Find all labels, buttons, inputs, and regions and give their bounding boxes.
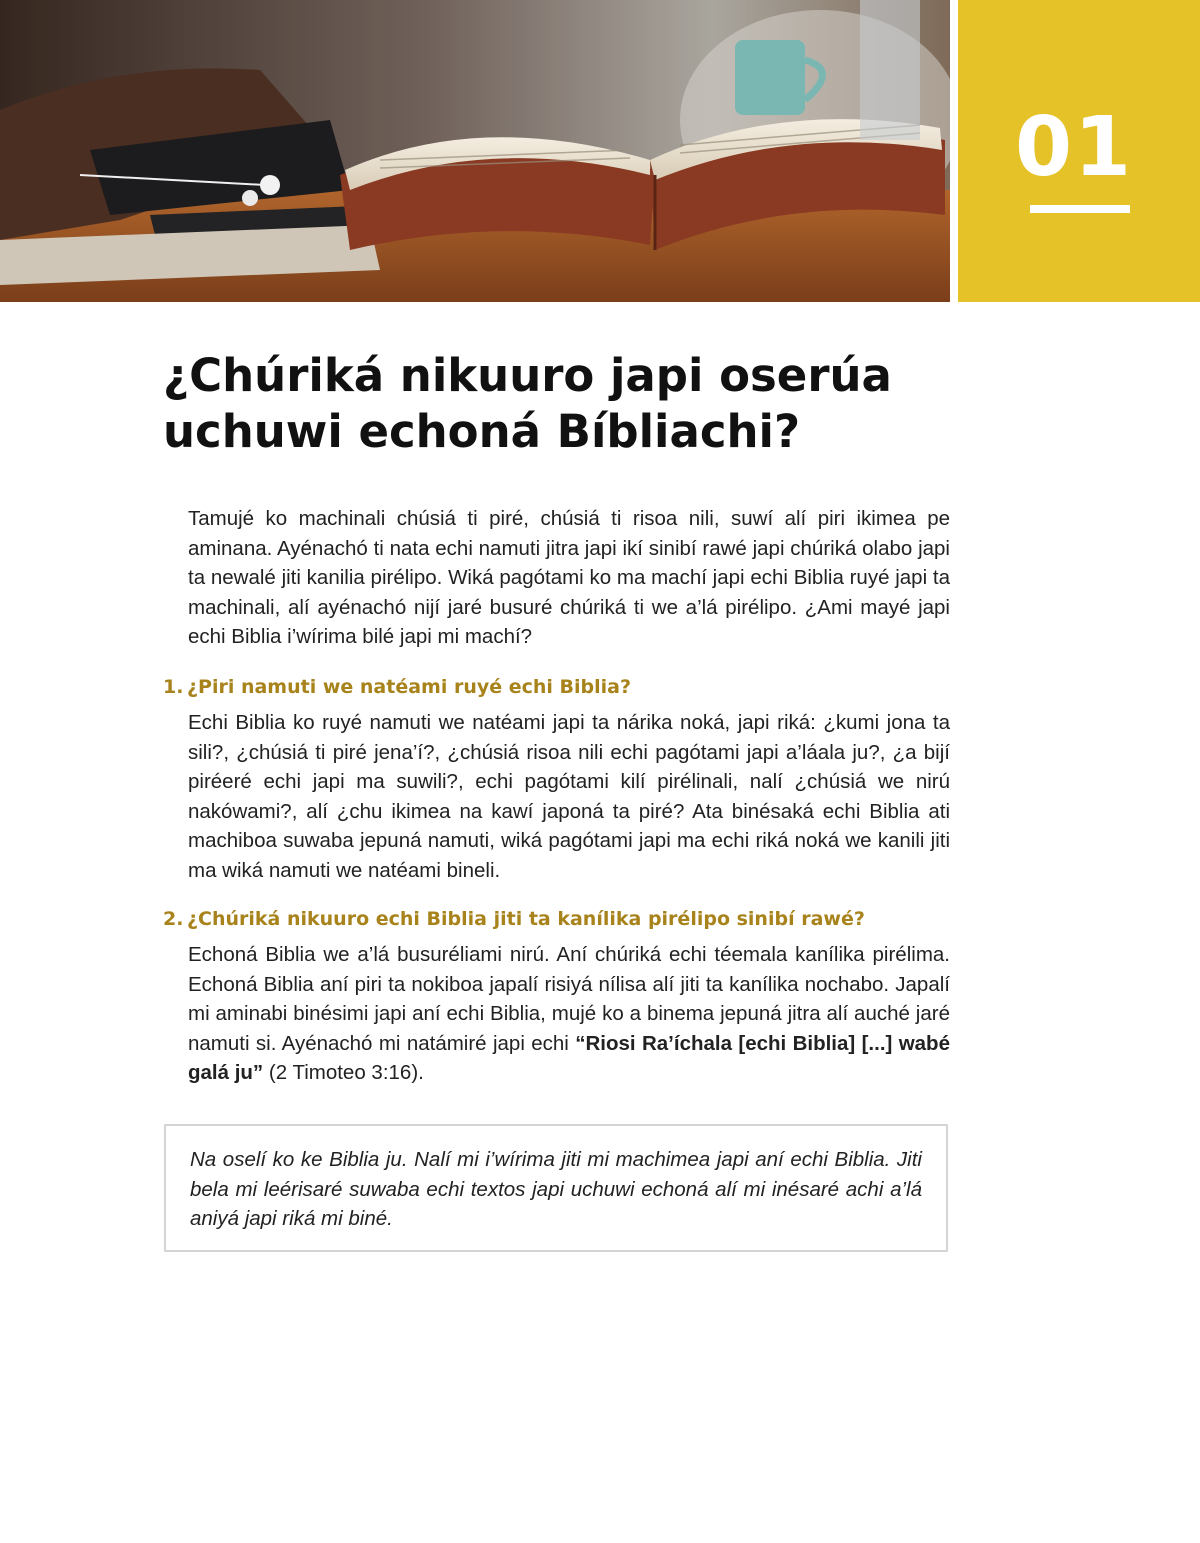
note-box [164, 1124, 948, 1252]
question-2-heading [163, 906, 953, 932]
intro-paragraph: Tamujé ko machinali chúsiá ti piré, chúsiá ti risoa nili, suwí alí piri ikimea pe aminana. Ayénachó ti nata echi namuti jitra japi ikí sinibí rawé japi chúriká olabo japi ta newalé jiti kanilia pirélipo. Wiká pagótami ko ma machí japi echi Biblia ruyé japi ta machinali, alí ayénachó nijí jaré busuré chúriká ti we a’lá pirélipo. ¿Ami mayé japi echi Biblia i’wírima bilé japi mi machí? [188, 507, 950, 649]
question-1-answer: Echi Biblia ko ruyé namuti we natéami japi ta nárika noká, japi riká: ¿kumi jona ta sili?, ¿chúsiá ti piré jena’í?, ¿chúsiá risoa nili echi pagótami japi a’láala ju?, ¿a bijí piréeré echi japi ma suwili?, echi pagótami kilí pirélinali, nalí ¿chúsiá we nirú nakówami?, alí ¿chu ikimea na kawí japoná ta piré? Ata binésaká echi Biblia ati machiboa suwaba jepuná namuti, wiká pagótami japi ma echi riká noká we kanili jiti ma wiká namuti we natéami bineli. [188, 711, 950, 882]
question-2-answer [188, 940, 950, 1088]
bible-on-table-illustration [0, 0, 950, 302]
header-photo-open-bible [0, 0, 950, 302]
chapter-number: 01 [1014, 100, 1134, 195]
note-text: Na oselí ko ke Biblia ju. Nalí mi i’wírima jiti mi machimea japi aní echi Biblia. Jiti bela mi leérisaré suwaba echi textos japi uchuwi echoná alí mi inésaré achi a’lá aniyá japi riká mi biné. [190, 1148, 922, 1231]
page-title: ¿Chúriká nikuuro japi oserúa uchuwi echoná Bíbliachi? [163, 349, 892, 458]
question-2-number: 2. [163, 908, 184, 930]
question-1-text: ¿Piri namuti we natéami ruyé echi Biblia? [187, 676, 632, 698]
question-1-number: 1. [163, 676, 184, 698]
scripture-citation: (2 Timoteo 3:16). [268, 1061, 424, 1085]
chapter-underline [1030, 205, 1130, 213]
question-2-text: ¿Chúriká nikuuro echi Biblia jiti ta kanílika pirélipo sinibí rawé? [187, 908, 865, 930]
question-1-heading [163, 674, 953, 700]
chapter-number-box [958, 0, 1200, 302]
question-2-answer-text: Echoná Biblia we a’lá busuréliami nirú. Aní chúriká echi téemala kanílika pirélima. Echoná Biblia aní piri ta nokiboa japalí risiyá nílisa alí jiti ta kanílika nochabo. Japalí mi aminabi binésimi japi aní echi Biblia, mujé ko a binema jepuná jitra alí auché jaré namuti si. Ayénachó mi natámiré japi echi [188, 943, 950, 1055]
scripture-quote: “Riosi Ra’íchala [echi Biblia] [...] wabé galá ju” [188, 1031, 950, 1085]
